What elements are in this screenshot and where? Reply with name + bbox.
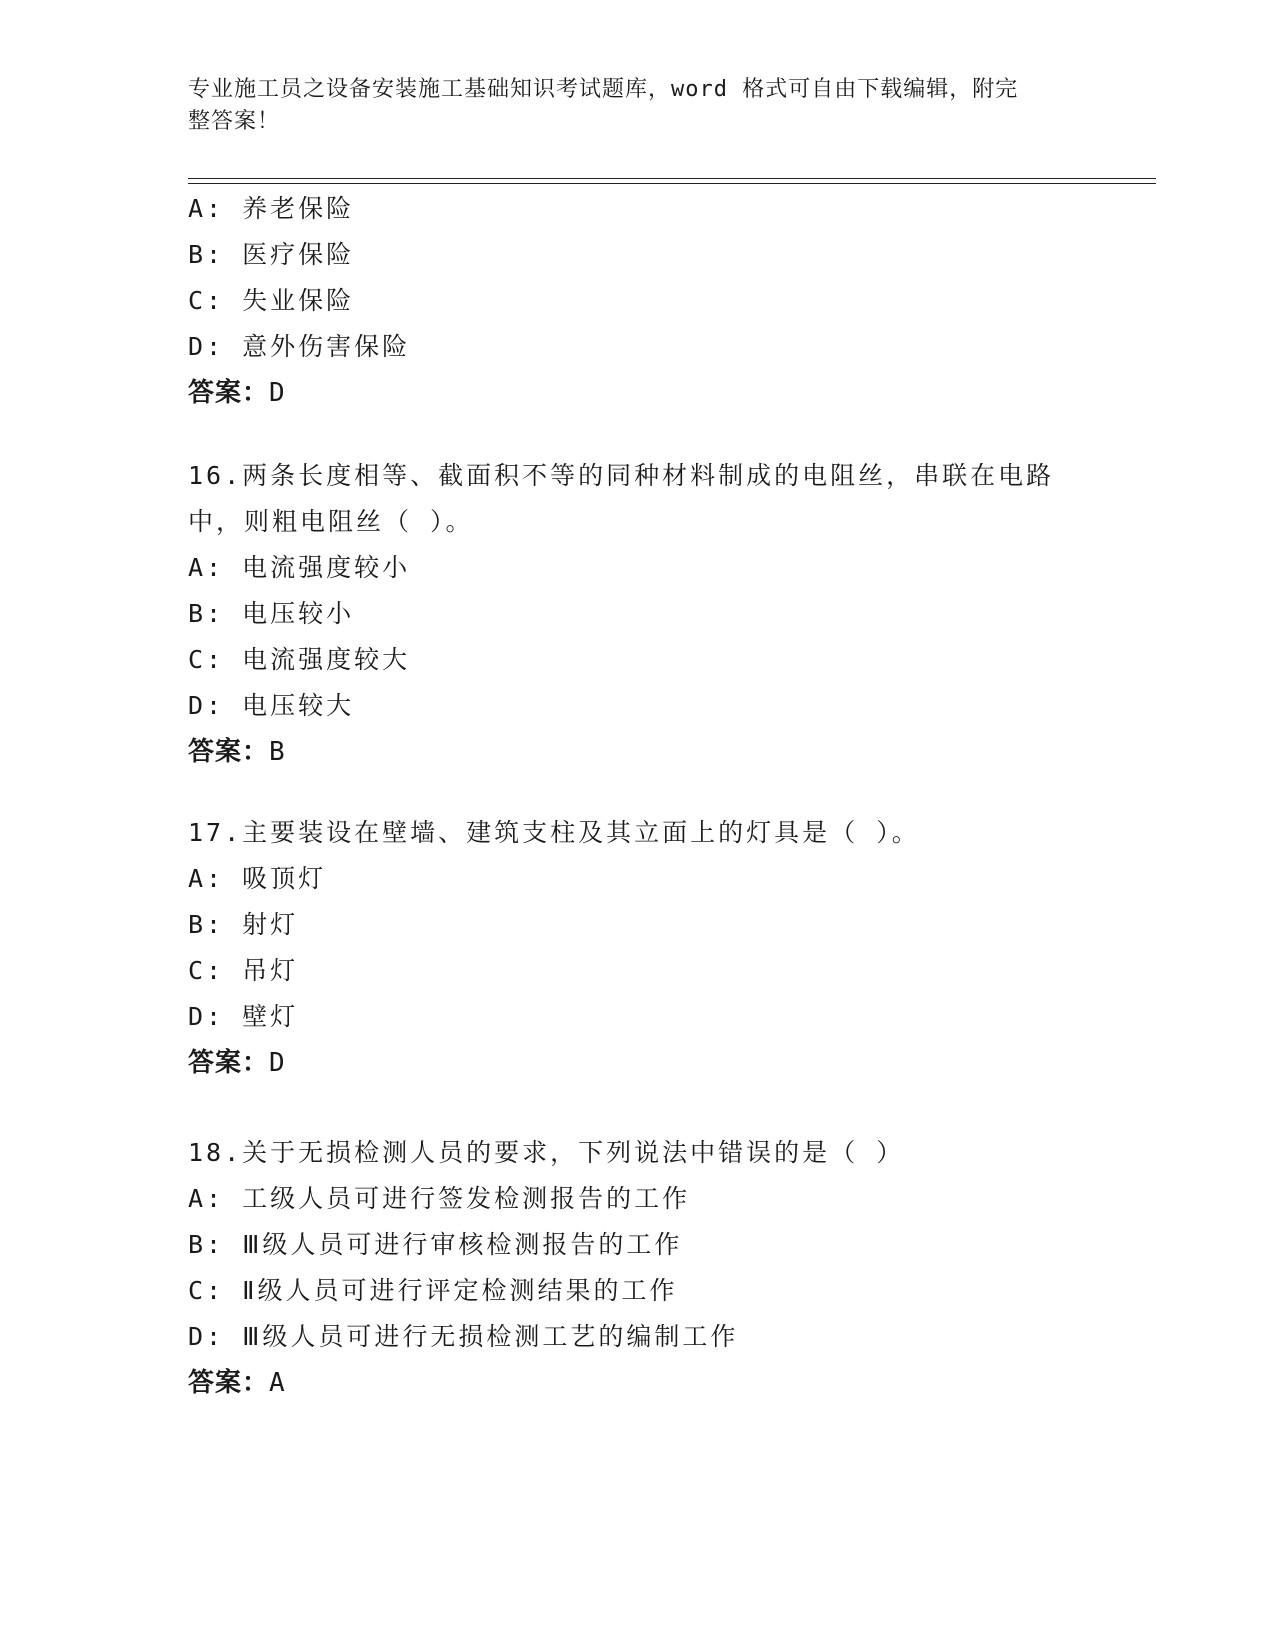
answer-value: D: [269, 378, 286, 408]
answer-value: A: [269, 1368, 286, 1398]
option-b: B: 电压较小: [188, 599, 355, 628]
option-b: B: 医疗保险: [188, 240, 355, 269]
option-a: A: 工级人员可进行签发检测报告的工作: [188, 1184, 691, 1213]
answer-line: [188, 729, 1148, 775]
option-a: A: 电流强度较小: [188, 553, 411, 582]
option-c: C: Ⅱ级人员可进行评定检测结果的工作: [188, 1276, 678, 1305]
question-18: [188, 1130, 1148, 1406]
question-stem-line-1: 16.两条长度相等、截面积不等的同种材料制成的电阻丝，串联在电路: [188, 461, 1055, 490]
option-d: D: 意外伤害保险: [188, 332, 411, 361]
answer-line: [188, 1360, 1148, 1406]
answer-label: 答案：: [188, 378, 270, 408]
question-15: [188, 186, 1148, 416]
option-a: A: 养老保险: [188, 194, 355, 223]
option-c: C: 电流强度较大: [188, 645, 411, 674]
question-stem: 18.关于无损检测人员的要求，下列说法中错误的是（ ）: [188, 1138, 905, 1167]
option-d: D: 电压较大: [188, 691, 355, 720]
question-17: [188, 810, 1148, 1086]
option-d: D: Ⅲ级人员可进行无损检测工艺的编制工作: [188, 1322, 739, 1351]
option-d: D: 壁灯: [188, 1002, 299, 1031]
question-16: [188, 453, 1148, 775]
header-divider-top: [188, 178, 1156, 179]
answer-value: B: [269, 737, 286, 767]
question-stem-line-2: 中，则粗电阻丝（ ）。: [188, 507, 474, 536]
document-header: [188, 74, 1088, 138]
option-c: C: 吊灯: [188, 956, 299, 985]
answer-line: [188, 370, 1148, 416]
answer-label: 答案：: [188, 1048, 270, 1078]
header-line-2: 整答案！: [188, 109, 281, 134]
option-c: C: 失业保险: [188, 286, 355, 315]
question-stem: 17.主要装设在壁墙、建筑支柱及其立面上的灯具是（ ）。: [188, 818, 920, 847]
answer-value: D: [269, 1048, 286, 1078]
answer-label: 答案：: [188, 737, 270, 767]
header-divider-bottom: [188, 183, 1156, 184]
answer-label: 答案：: [188, 1368, 270, 1398]
option-b: B: Ⅲ级人员可进行审核检测报告的工作: [188, 1230, 683, 1259]
header-line-1: 专业施工员之设备安装施工基础知识考试题库，word 格式可自由下载编辑，附完: [188, 77, 1019, 102]
option-b: B: 射灯: [188, 910, 299, 939]
option-a: A: 吸顶灯: [188, 864, 327, 893]
answer-line: [188, 1040, 1148, 1086]
